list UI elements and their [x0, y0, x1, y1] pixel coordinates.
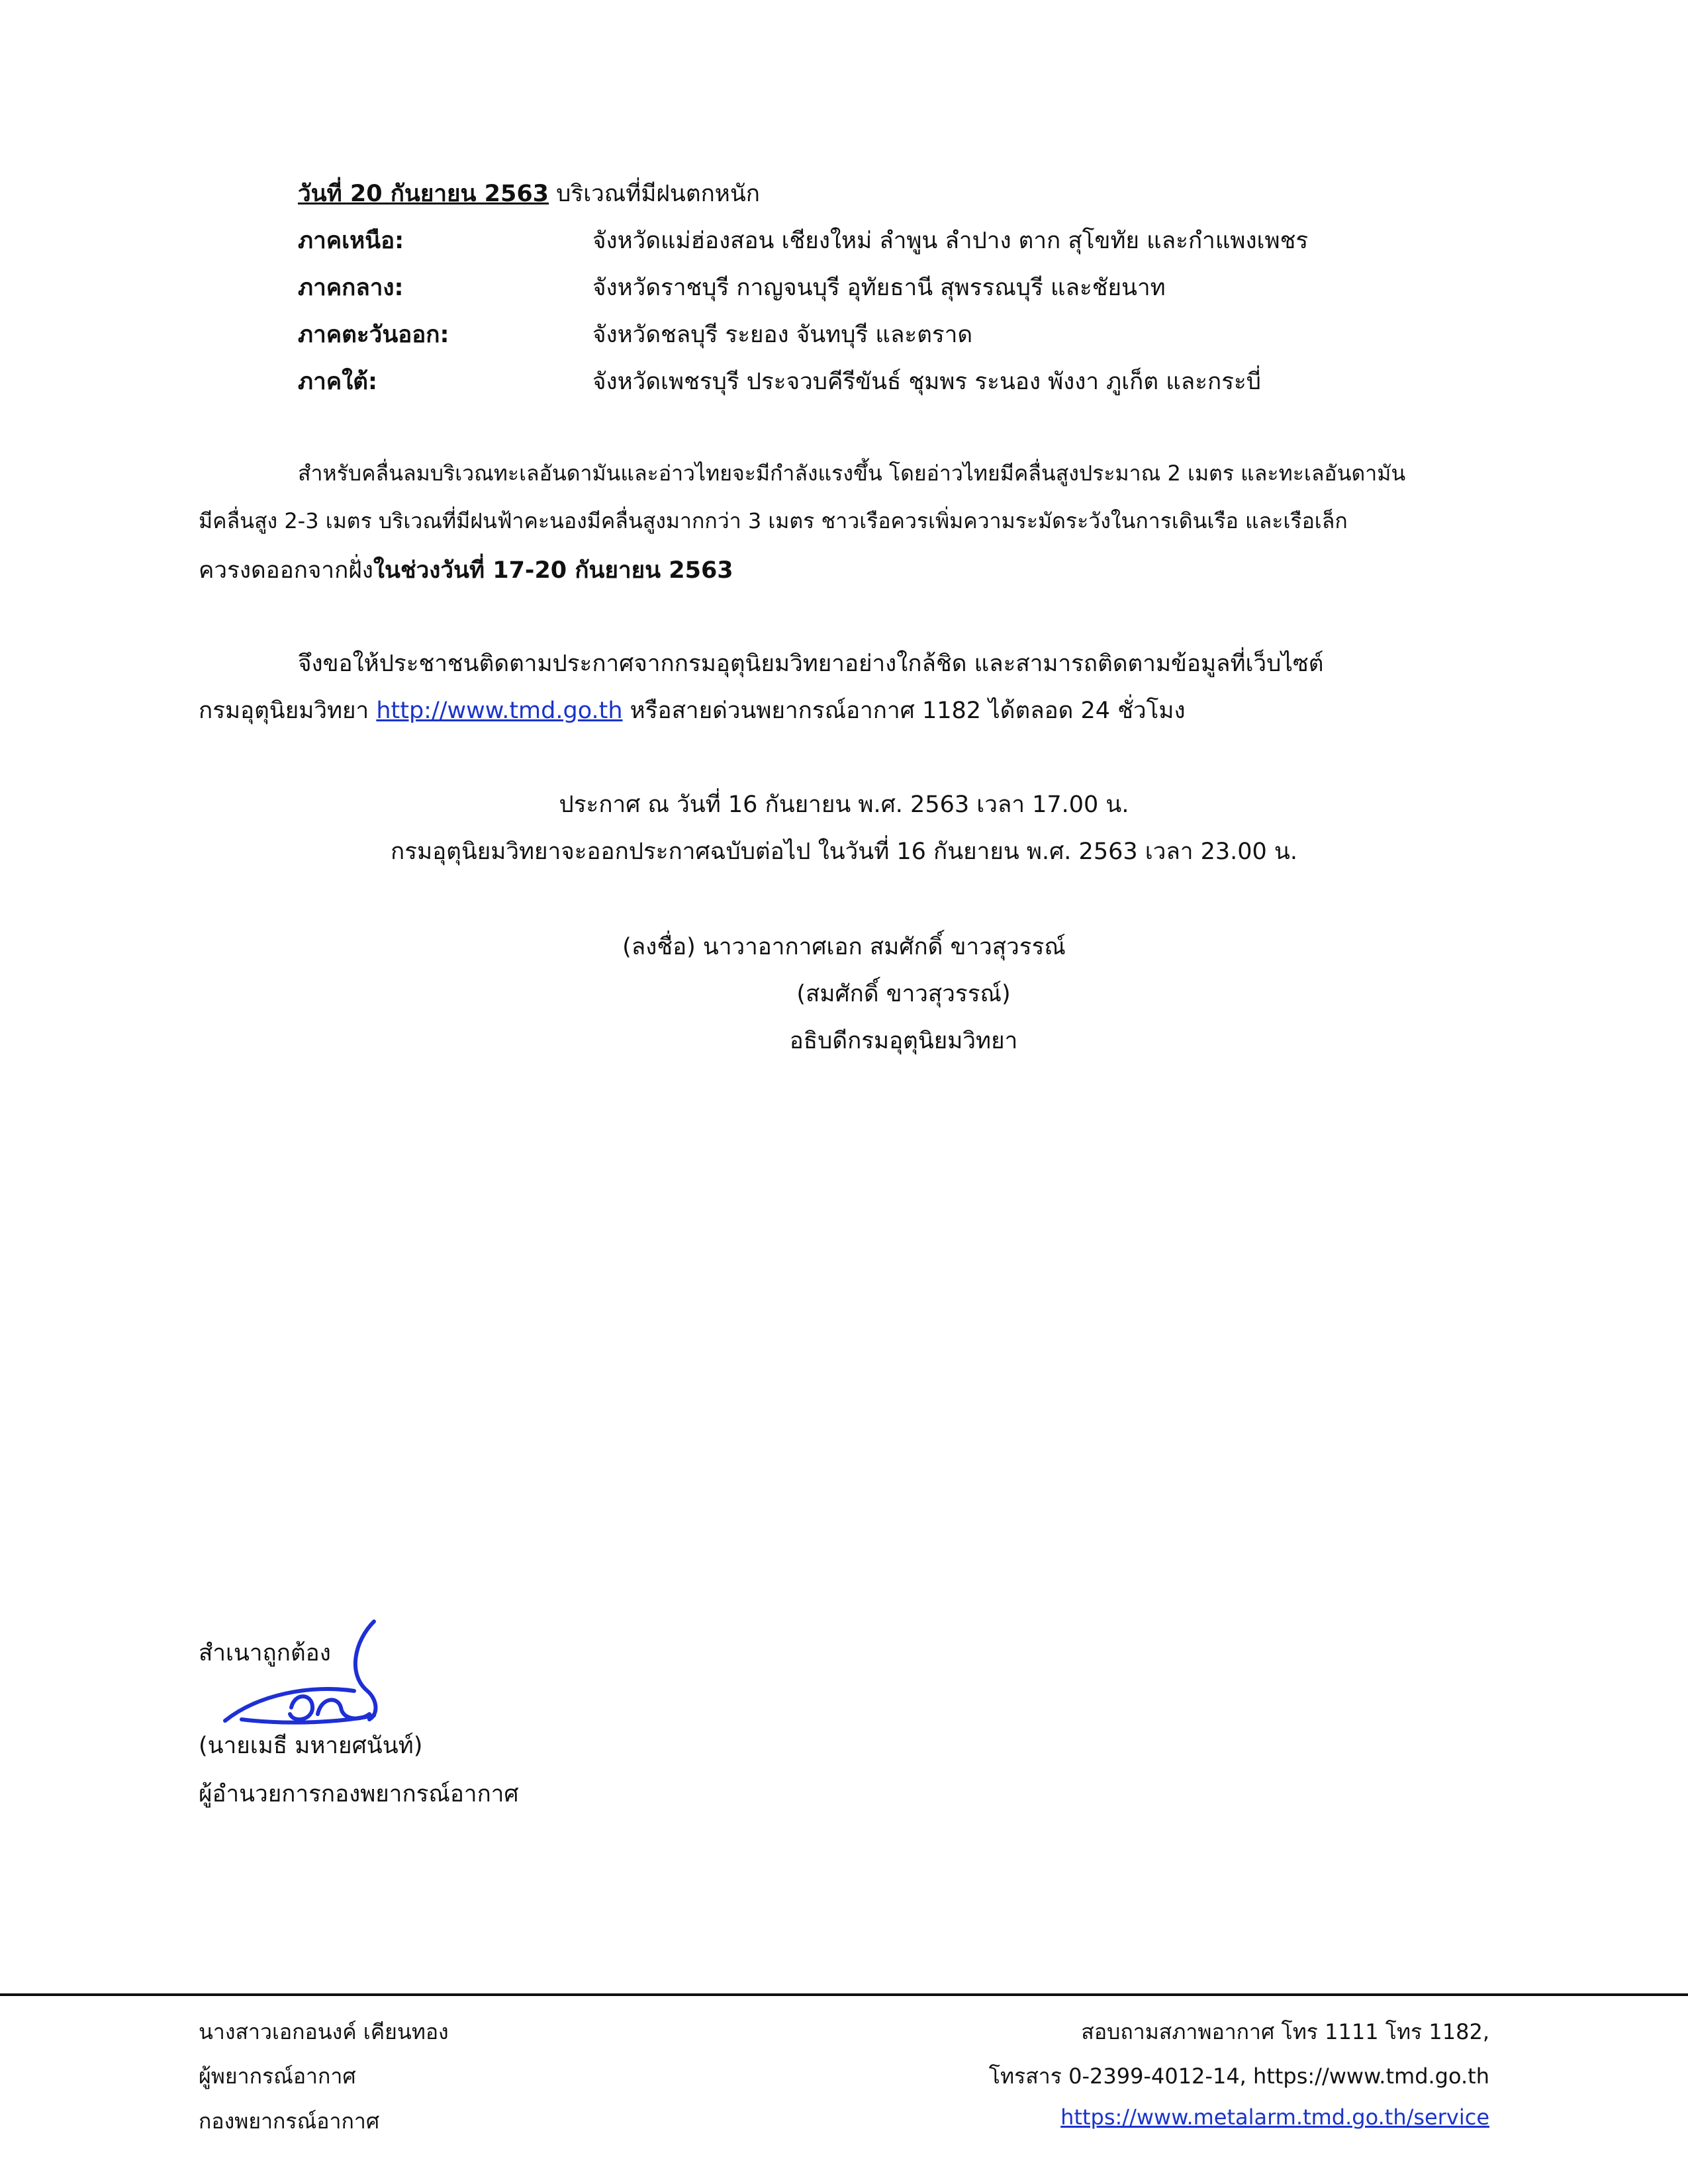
- region-label-central: ภาคกลาง:: [298, 275, 404, 301]
- region-provinces-east: จังหวัดชลบุรี ระยอง จันทบุรี และตราด: [592, 322, 973, 348]
- announce-line-1: ประกาศ ณ วันที่ 16 กันยายน พ.ศ. 2563 เวลา 17.00 น.: [559, 792, 1129, 818]
- copy-name: (นายเมธี มหายศนันท์): [199, 1733, 423, 1759]
- region-provinces-north: จังหวัดแม่ฮ่องสอน เชียงใหม่ ลำพูน ลำปาง ตาก สุโขทัย และกำแพงเพชร: [592, 228, 1309, 254]
- follow-line-2: [199, 692, 1186, 729]
- announce-line-2: กรมอุตุนิยมวิทยาจะออกประกาศฉบับต่อไป ในวันที่ 16 กันยายน พ.ศ. 2563 เวลา 23.00 น.: [391, 839, 1297, 865]
- waves-line-1: สำหรับคลื่นลมบริเวณทะเลอันดามันและอ่าวไทยจะมีกำลังแรงขึ้น โดยอ่าวไทยมีคลื่นสูงประมาณ 2 เมตร และทะเลอันดามัน: [298, 461, 1406, 486]
- follow-line-2-start: กรมอุตุนิยมวิทยา: [199, 698, 377, 724]
- region-provinces-central: จังหวัดราชบุรี กาญจนบุรี อุทัยธานี สุพรรณบุรี และชัยนาท: [592, 275, 1166, 301]
- waves-line-3-bold: ในช่วงวันที่ 17-20 กันยายน 2563: [373, 557, 733, 584]
- region-label-east: ภาคตะวันออก:: [298, 322, 449, 348]
- region-provinces-south: จังหวัดเพชรบุรี ประจวบคีรีขันธ์ ชุมพร ระนอง พังงา ภูเก็ต และกระบี่: [592, 369, 1262, 395]
- region-label-north: ภาคเหนือ:: [298, 228, 404, 254]
- certified-copy-label: สำเนาถูกต้อง: [199, 1640, 331, 1666]
- metalarm-service-link[interactable]: https://www.metalarm.tmd.go.th/service: [1060, 2105, 1489, 2130]
- waves-line-3-start: ควรงดออกจากฝั่ง: [199, 557, 373, 584]
- copy-title: ผู้อำนวยการกองพยากรณ์อากาศ: [199, 1781, 519, 1807]
- footer-divider: [0, 1993, 1688, 1996]
- footer-division: กองพยากรณ์อากาศ: [199, 2109, 380, 2134]
- footer-forecaster-role: ผู้พยากรณ์อากาศ: [199, 2064, 356, 2089]
- footer-contact-fax: โทรสาร 0-2399-4012-14, https://www.tmd.go.th: [988, 2064, 1489, 2089]
- signatory-title: อธิบดีกรมอุตุนิยมวิทยา: [789, 1028, 1018, 1054]
- waves-line-3: [199, 552, 733, 588]
- signatory-name: (สมศักดิ์ ขาวสุวรรณ์): [796, 981, 1011, 1007]
- signatory-signed: (ลงชื่อ) นาวาอากาศเอก สมศักดิ์ ขาวสุวรรณ์: [622, 934, 1066, 960]
- region-label-south: ภาคใต้:: [298, 369, 377, 395]
- footer-forecaster-name: นางสาวเอกอนงค์ เคียนทอง: [199, 2019, 449, 2044]
- follow-line-1: จึงขอให้ประชาชนติดตามประกาศจากกรมอุตุนิยมวิทยาอย่างใกล้ชิด และสามารถติดตามข้อมูลที่เว็บไซต์: [298, 651, 1324, 677]
- rain-date-heading: วันที่ 20 กันยายน 2563: [298, 181, 549, 207]
- rain-date-tail: บริเวณที่มีฝนตกหนัก: [549, 181, 760, 207]
- tmd-website-link[interactable]: http://www.tmd.go.th: [376, 698, 623, 724]
- follow-line-2-end: หรือสายด่วนพยากรณ์อากาศ 1182 ได้ตลอด 24 ชั่วโมง: [622, 698, 1186, 724]
- footer-metalarm-link-wrap: [1060, 2105, 1489, 2130]
- footer-contact-phone: สอบถามสภาพอากาศ โทร 1111 โทร 1182,: [1081, 2019, 1489, 2044]
- rain-date-line: [298, 175, 760, 212]
- waves-line-2: มีคลื่นสูง 2-3 เมตร บริเวณที่มีฝนฟ้าคะนองมีคลื่นสูงมากกว่า 3 เมตร ชาวเรือควรเพิ่มความระมัดระวังในการเดินเรือ และเรือเล็ก: [199, 508, 1348, 533]
